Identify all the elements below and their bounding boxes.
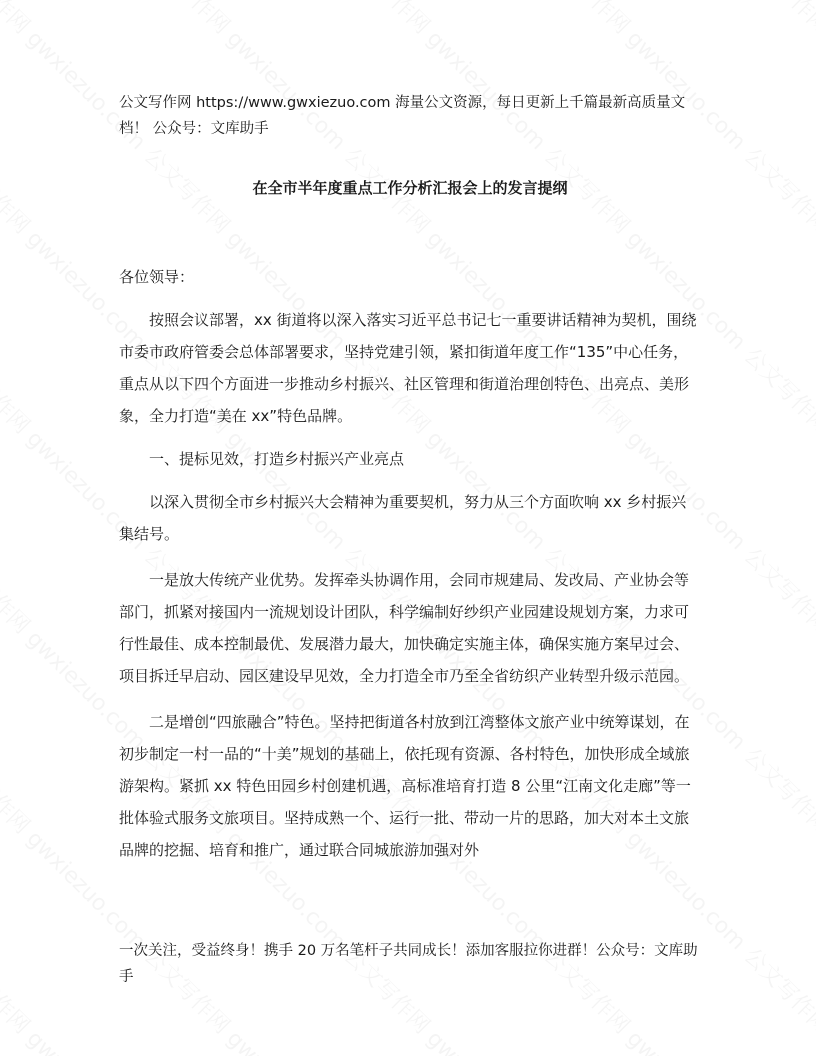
document-body [119,90,701,866]
watermark-text [738,0,816,156]
watermark-text [738,340,816,556]
intro-paragraph: 按照会议部署，xx 街道将以深入落实习近平总书记七一重要讲话精神为契机，围绕市委市政府管委会总体部署要求，坚持党建引领，紧扣街道年度工作“135”中心任务，重点从以下四个方面进一步推动乡村振兴、社区管理和街道治理创特色、出亮点、美形象，全力打造“美在 xx”特色品牌。 [119,311,697,425]
watermark-text [738,540,816,756]
section-1-heading: 一、提标见效，打造乡村振兴产业亮点 [149,450,405,468]
point-2-paragraph: 二是增创“四旅融合”特色。坚持把街道各村放到江湾整体文旅产业中统筹谋划，在初步制定一村一品的“十美”规划的基础上，依托现有资源、各村特色，加快形成全域旅游架构。紧抓 xx 特色田园乡村创建机遇，高标准培育打造 8 公里“江南文化走廊”等一批体验式服务文旅项目。坚持成熟一个、运行一批、带动一片的思路，加大对本土文旅品牌的挖掘、培育和推广，通过联合同城旅游加强对外 [119,713,691,859]
watermark-text [738,140,816,356]
site-header-text: 公文写作网 https://www.gwxiezuo.com 海量公文资源，每日更新上千篇最新高质量文档！ 公众号：文库助手 [119,95,686,137]
watermark-text [738,940,816,1056]
site-footer-text: 一次关注，受益终身！携手 20 万名笔杆子共同成长！添加客服拉你进群！公众号：文库助手 [119,943,698,985]
section-1-intro: 以深入贯彻全市乡村振兴大会精神为重要契机，努力从三个方面吹响 xx 乡村振兴集结号。 [119,493,687,543]
salutation: 各位领导： [119,268,195,286]
point-1-paragraph: 一是放大传统产业优势。发挥牵头协调作用，会同市规建局、发改局、产业协会等部门，抓紧对接国内一流规划设计团队，科学编制好纱织产业园建设规划方案，力求可行性最佳、成本控制最优、发展潜力最大，加快确定实施主体，确保实施方案早过会、项目拆迁早启动、园区建设早见效，全力打造全市乃至全省纺织产业转型升级示范园。 [119,571,690,685]
document-title: 在全市半年度重点工作分析汇报会上的发言提纲 [252,179,568,197]
watermark-text [738,740,816,956]
